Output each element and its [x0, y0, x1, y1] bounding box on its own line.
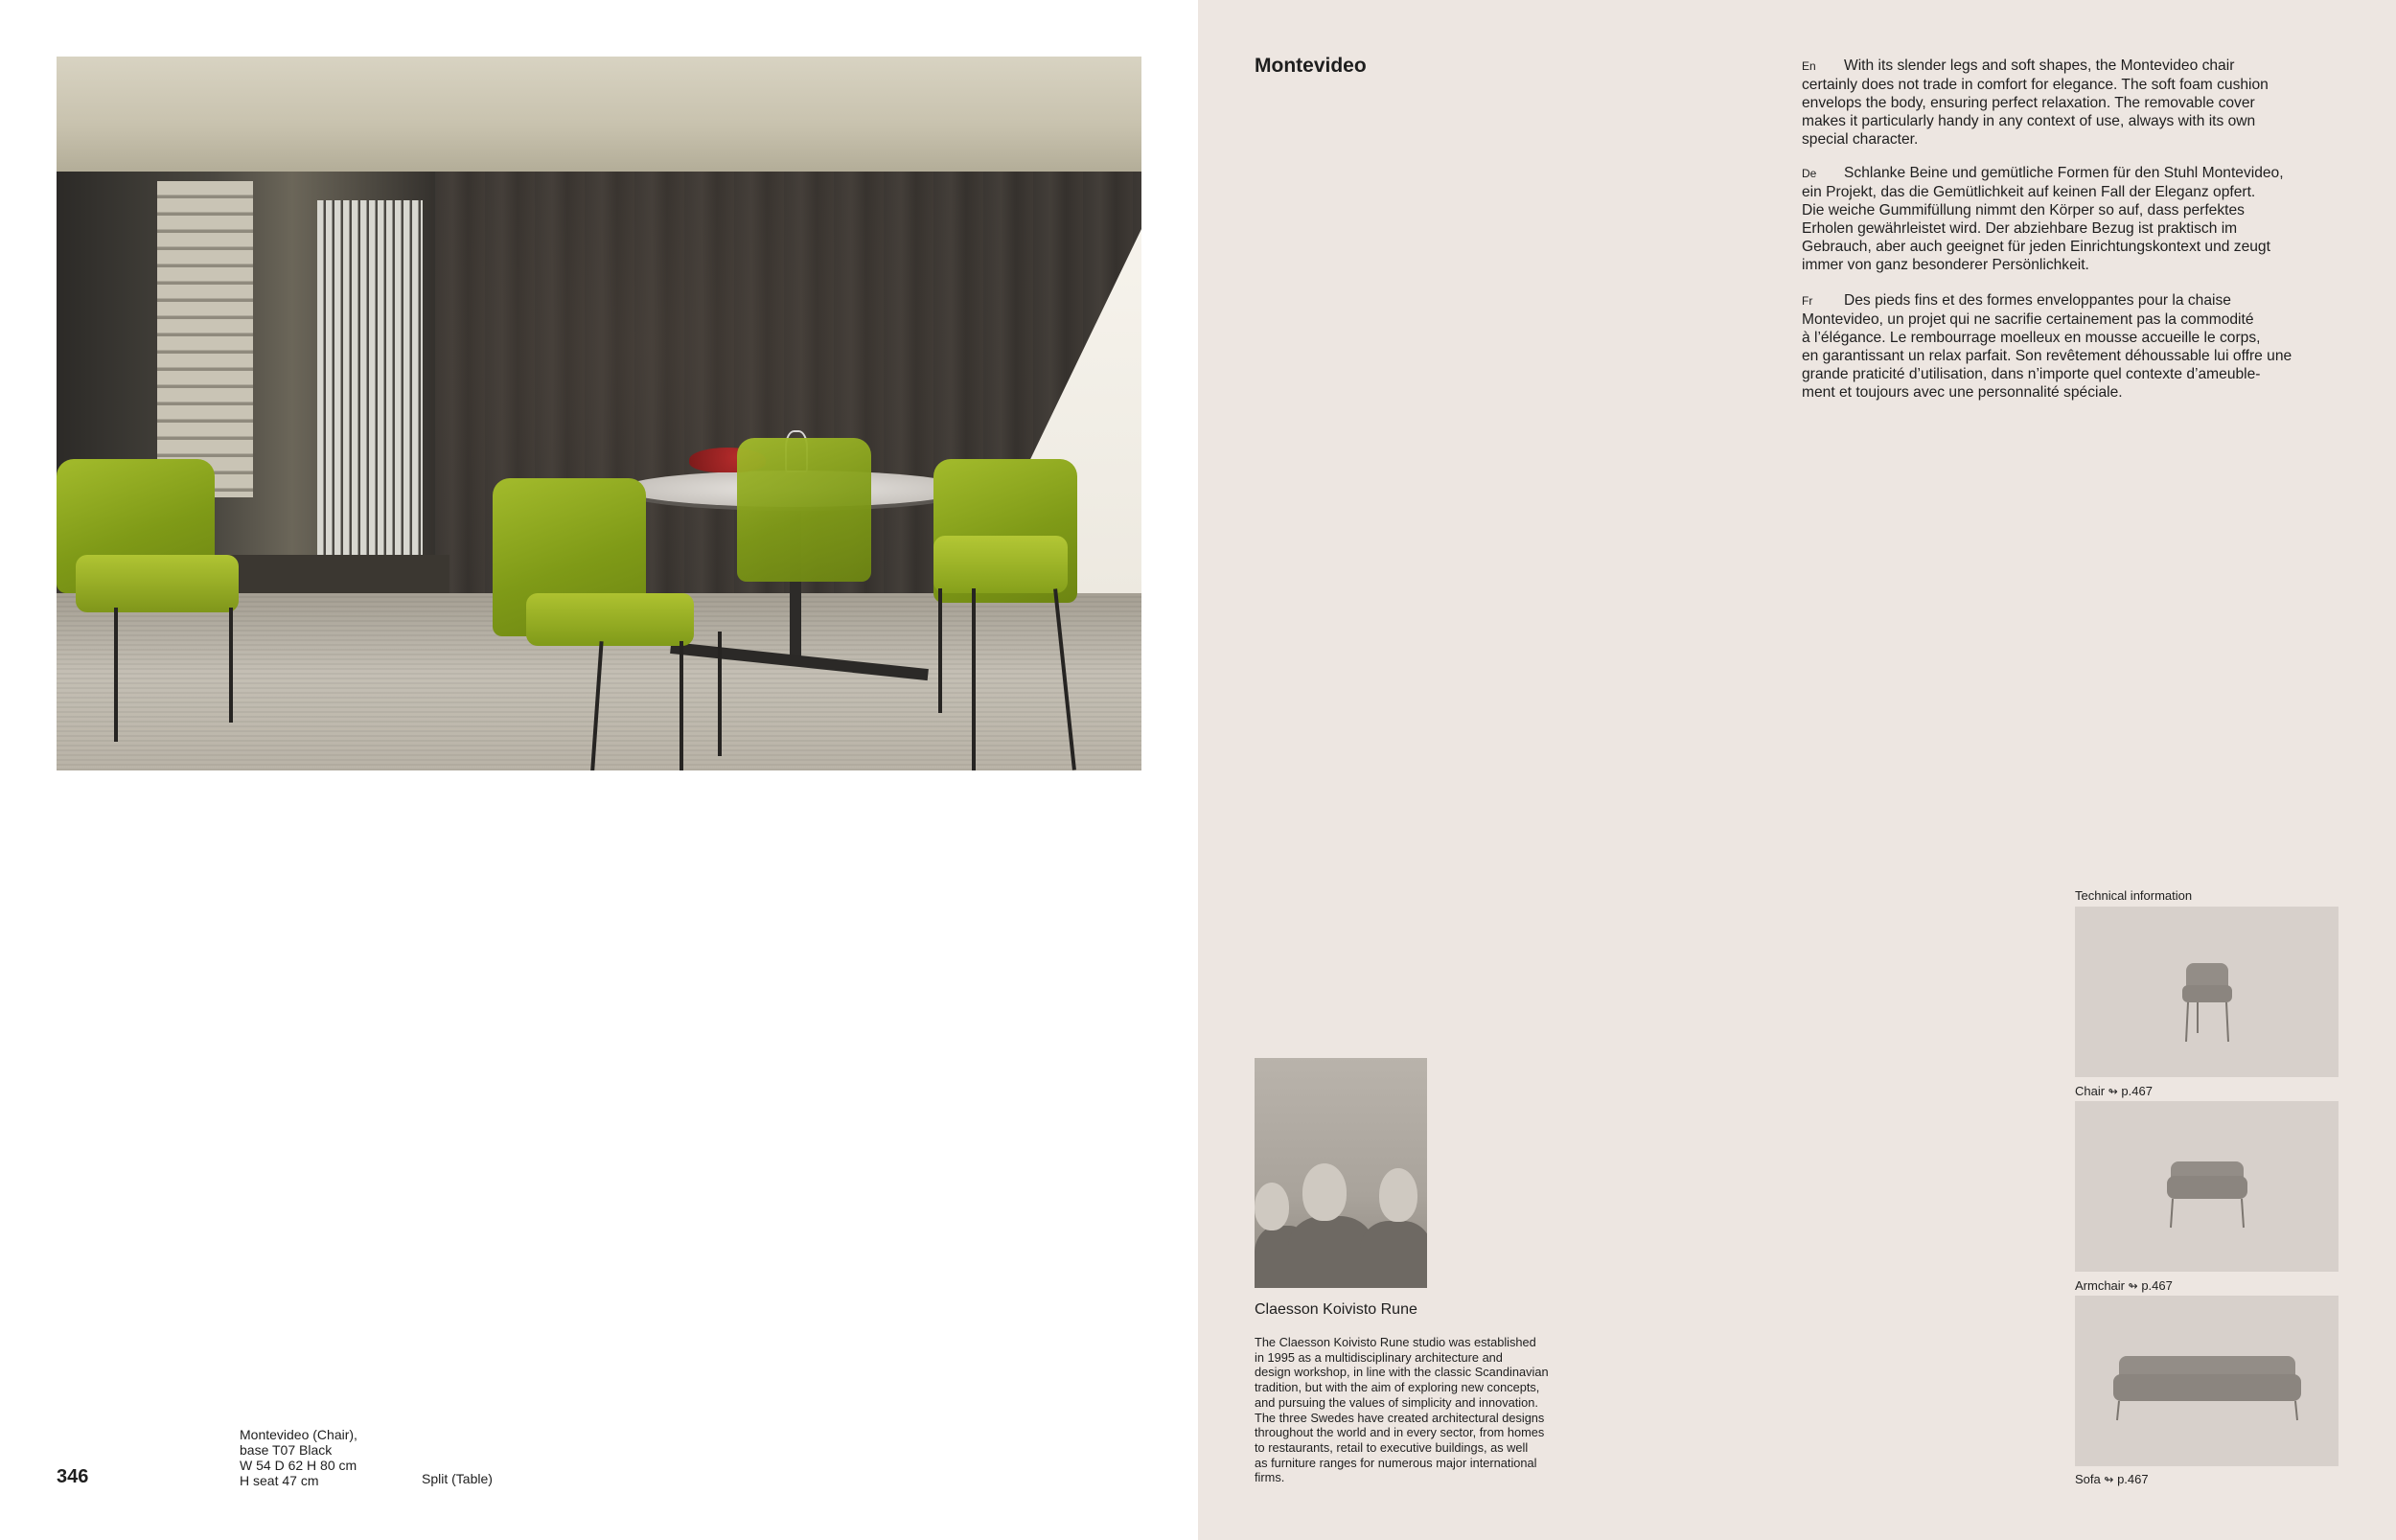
- description-line: grande praticité d’utilisation, dans n’importe quel contexte d’ameuble-: [1802, 366, 2261, 382]
- bio-line: in 1995 as a multidisciplinary architecture and: [1255, 1349, 1503, 1365]
- bio-line: throughout the world and in every sector, from homes: [1255, 1425, 1545, 1440]
- caption-line: base T07 Black: [240, 1442, 333, 1458]
- caption-line: Montevideo (Chair),: [240, 1427, 357, 1442]
- sofa-thumbnail[interactable]: [2075, 1296, 2338, 1466]
- armchair-link[interactable]: [2075, 1278, 2173, 1293]
- description-line: à l’élégance. Le rembourrage moelleux en mousse accueille le corps,: [1802, 330, 2261, 346]
- chair-thumbnail[interactable]: [2075, 907, 2338, 1077]
- sofa-label: Sofa: [2075, 1472, 2101, 1486]
- armchair-icon: [2075, 1101, 2338, 1272]
- description-line: envelops the body, ensuring perfect relaxation. The removable cover: [1802, 95, 2255, 111]
- armchair-page-ref: p.467: [2141, 1278, 2173, 1293]
- bio-line: firms.: [1255, 1470, 1285, 1485]
- description-de: [1802, 164, 2338, 274]
- arrow-icon: ↬: [2128, 1279, 2138, 1293]
- lang-tag: En: [1802, 59, 1816, 73]
- description-line: certainly does not trade in comfort for elegance. The soft foam cushion: [1802, 77, 2269, 93]
- description-line: With its slender legs and soft shapes, the Montevideo chair: [1844, 57, 2235, 74]
- description-line: Montevideo, un projet qui ne sacrifie certainement pas la commodité: [1802, 311, 2254, 328]
- product-caption: [240, 1427, 357, 1488]
- chair-link[interactable]: [2075, 1084, 2153, 1098]
- sofa-page-ref: p.467: [2117, 1472, 2149, 1486]
- description-line: makes it particularly handy in any context of use, always with its own: [1802, 113, 2256, 129]
- bio-line: design workshop, in line with the classic Scandinavian: [1255, 1365, 1549, 1380]
- arrow-icon: ↬: [2108, 1085, 2118, 1098]
- bio-line: The three Swedes have created architectural designs: [1255, 1410, 1545, 1425]
- bio-line: to restaurants, retail to executive buildings, as well: [1255, 1439, 1529, 1455]
- description-line: special character.: [1802, 131, 1919, 148]
- chair-icon: [2075, 907, 2338, 1077]
- arrow-icon: ↬: [2104, 1473, 2114, 1486]
- designer-bio: [1255, 1335, 1600, 1485]
- description-line: ment et toujours avec une personnalité spéciale.: [1802, 384, 2123, 401]
- lang-tag: De: [1802, 167, 1817, 180]
- sofa-icon: [2075, 1296, 2338, 1466]
- armchair-thumbnail[interactable]: [2075, 1101, 2338, 1272]
- bio-line: and pursuing the values of simplicity and innovation.: [1255, 1394, 1538, 1410]
- bio-line: as furniture ranges for numerous major international: [1255, 1455, 1537, 1470]
- description-line: Die weiche Gummifüllung nimmt den Körper so auf, dass perfektes: [1802, 202, 2245, 218]
- description-fr: [1802, 291, 2338, 402]
- description-line: Gebrauch, aber auch geeignet für jeden Einrichtungskontext und zeugt: [1802, 239, 2270, 255]
- hero-photo-dining-room: [57, 57, 1141, 770]
- bio-line: tradition, but with the aim of exploring new concepts,: [1255, 1380, 1540, 1395]
- bio-line: The Claesson Koivisto Rune studio was established: [1255, 1335, 1536, 1349]
- designer-portrait: [1255, 1058, 1427, 1288]
- table-caption: Split (Table): [422, 1471, 493, 1486]
- description-line: en garantissant un relax parfait. Son revêtement déhoussable lui offre une: [1802, 348, 2292, 364]
- chair-page-ref: p.467: [2121, 1084, 2153, 1098]
- caption-line: H seat 47 cm: [240, 1473, 319, 1488]
- page-number: 346: [57, 1466, 89, 1487]
- product-title: Montevideo: [1255, 55, 1367, 77]
- description-line: ein Projekt, das die Gemütlichkeit auf keinen Fall der Eleganz opfert.: [1802, 184, 2256, 200]
- sofa-link[interactable]: [2075, 1472, 2149, 1486]
- description-en: [1802, 57, 2338, 149]
- technical-info-heading: Technical information: [2075, 888, 2193, 903]
- description-line: Schlanke Beine und gemütliche Formen für den Stuhl Montevideo,: [1844, 165, 2284, 181]
- designer-name: Claesson Koivisto Rune: [1255, 1301, 1417, 1318]
- armchair-label: Armchair: [2075, 1278, 2126, 1293]
- description-line: immer von ganz besonderer Persönlichkeit.: [1802, 257, 2089, 273]
- lang-tag: Fr: [1802, 294, 1813, 308]
- description-line: Erholen gewährleistet wird. Der abziehbare Bezug ist praktisch im: [1802, 220, 2238, 237]
- description-line: Des pieds fins et des formes enveloppantes pour la chaise: [1844, 292, 2231, 309]
- chair-label: Chair: [2075, 1084, 2106, 1098]
- caption-line: W 54 D 62 H 80 cm: [240, 1458, 357, 1473]
